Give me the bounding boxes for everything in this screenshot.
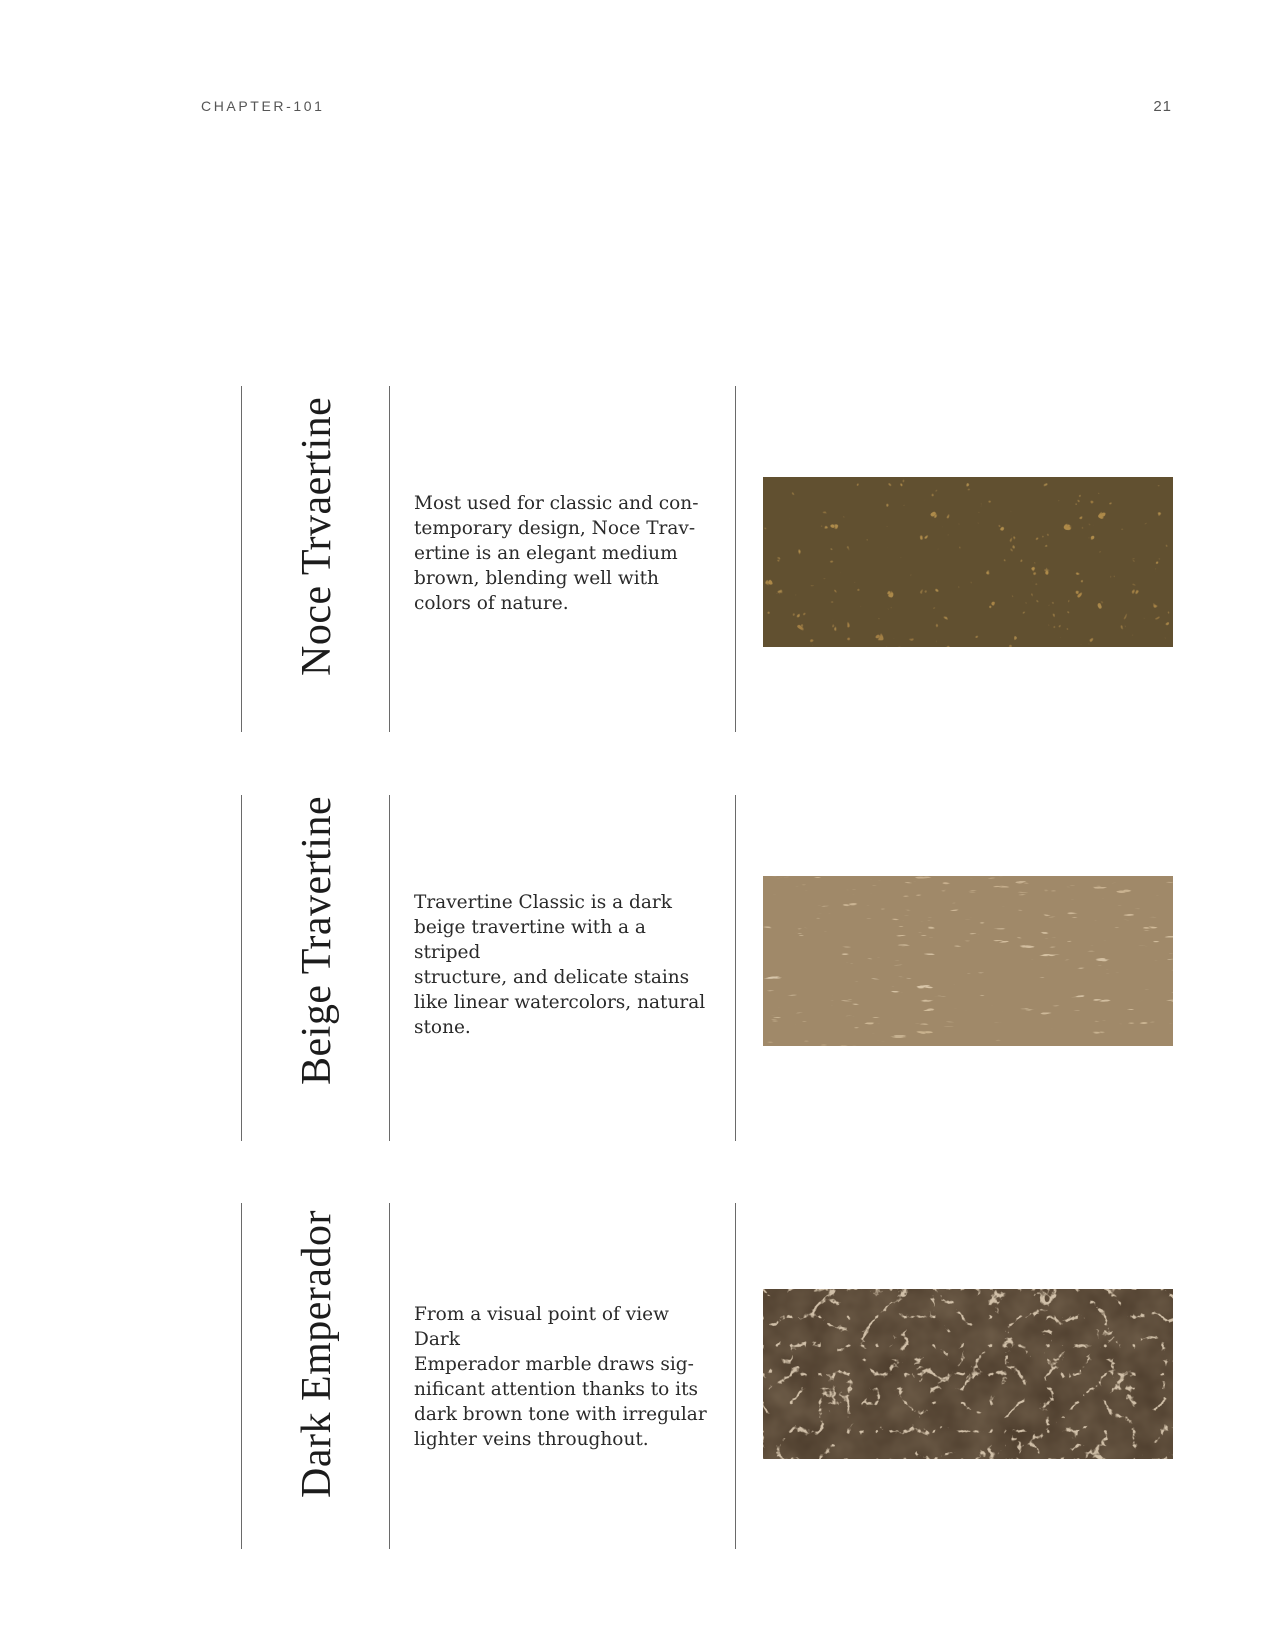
stone-swatch-image (763, 876, 1173, 1046)
divider-left (241, 795, 242, 1141)
stone-title-wrap (296, 795, 356, 1085)
divider-middle (389, 795, 390, 1141)
stone-title-wrap (296, 386, 356, 676)
stone-description: Travertine Classic is a dark beige travertine with a a striped structure, and delicate stains like linear watercolors, natural stone. (414, 892, 706, 1038)
divider-middle (389, 386, 390, 732)
divider-right (735, 386, 736, 732)
page-number: 21 (1153, 98, 1172, 115)
stone-title: Noce Trvaertine (294, 396, 340, 676)
stone-swatch-image (763, 1289, 1173, 1459)
divider-right (735, 1203, 736, 1549)
stone-description: From a visual point of view Dark Emperador marble draws sig- nificant attention thanks to its dark brown tone with irregular lighter veins throughout. (414, 1304, 707, 1450)
divider-left (241, 386, 242, 732)
chapter-label: CHAPTER-101 (201, 98, 325, 114)
divider-left (241, 1203, 242, 1549)
stone-description: Most used for classic and con- temporary design, Noce Trav- ertine is an elegant medium brown, blending well with colors of nature. (414, 493, 699, 614)
stone-swatch-image (763, 477, 1173, 647)
divider-middle (389, 1203, 390, 1549)
stone-title: Beige Travertine (294, 795, 340, 1085)
stone-title-wrap (296, 1203, 356, 1498)
divider-right (735, 795, 736, 1141)
stone-title: Dark Emperador (294, 1209, 340, 1498)
